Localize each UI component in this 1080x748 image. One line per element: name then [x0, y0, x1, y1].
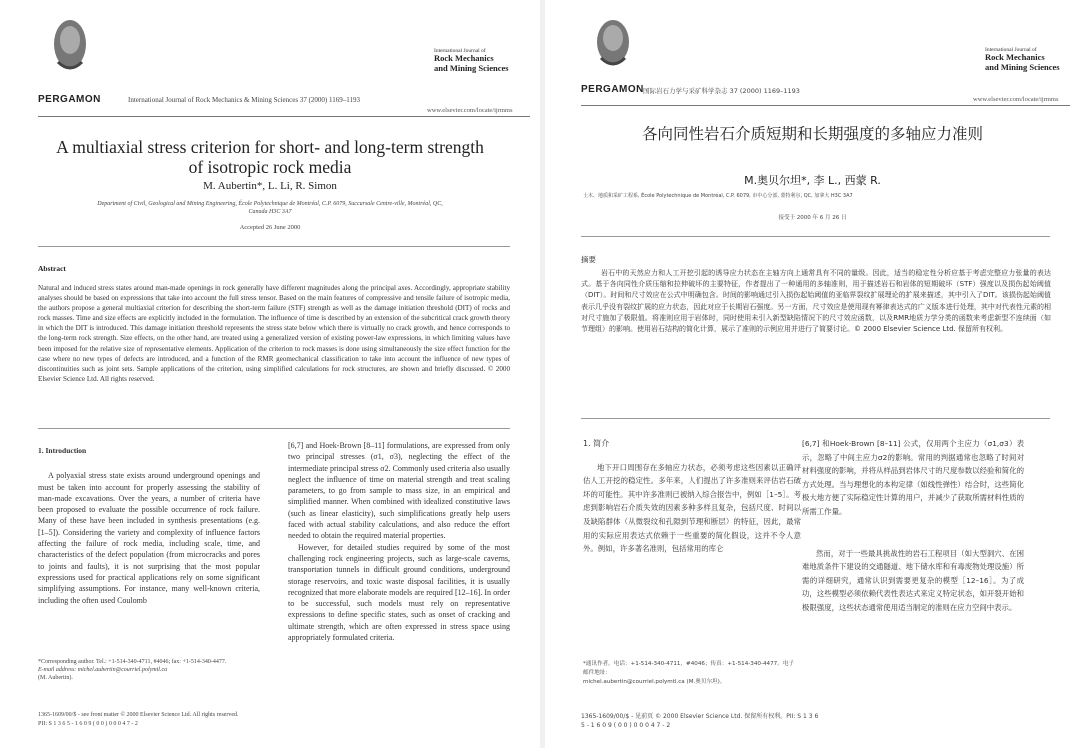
abstract-text: 岩石中的天然应力和人工开挖引起的诱导应力状态在主轴方向上通常具有不同的量级。因此，适当的稳定性分析应基于考虑完整应力张量的表达式。基于各向同性介质压缩和拉伸破坏的主要特征，作者提出了一种通用的多轴准则，用于描述岩石和岩体的短期破坏（STF）强度以及损伤起始阈值（DIT）。时间和尺寸效应在公式中明确包含。时间的影响通过引入损伤起始阈值的亚临界裂纹扩展理论的扩展来描述，其中引入了DIT。该损伤起始阈值表示几乎没有裂纹扩展的应力状态，因此对应于长期岩石强度。另一方面，尺寸效应是使用现有幂律表达式的广义版本进行处理，其中对代表性元素的相对尺寸施加了极限值。将准则应用于岩体时，同时使用未引入新型缺陷情况下的尺寸效应函数，以及RMR地质力学分类的函数来考虑新型不连续面（如节理组）的影响。使用岩石结构的简化计算，展示了准则的示例应用并进行了简要讨论。© 2000 Elsevier Science Ltd. 保留所有权利。	[581, 269, 1051, 334]
pergamon-logo-icon	[48, 14, 92, 76]
footnote-name: (M. Aubertin).	[38, 675, 73, 681]
abstract-heading: 摘要	[581, 255, 596, 264]
intro-paragraph-3: However, for detailed studies required by some of the most challenging rock engineering projects, such as large-scale caverns, transportation tunnels in difficult ground conditions, underground storage reservoirs, and toxic waste disposal facilities, it is usually recognized that more elaborate models are required [12–16]. In order to be successful, such models must rely on representative expressions to define specific states, such as onset of cracking and ultimate strength, which are often expressed in stress space using appropriately formulated criteria.	[288, 542, 510, 643]
pii-line: PII: S 1 3 6 5 - 1 6 0 9 ( 0 0 ) 0 0 0 4 7 - 2	[38, 721, 138, 727]
accepted-date: 接受于 2000 年 6 月 26 日	[778, 215, 847, 221]
paper-title: 各向同性岩石介质短期和长期强度的多轴应力准则	[641, 125, 983, 143]
journal-block	[434, 48, 534, 74]
column-1	[583, 437, 801, 556]
journal-name-line2: and Mining Sciences	[985, 62, 1060, 73]
footnote-corresponding: *Corresponding author. Tel.: +1-514-340-4711, #4046; fax: +1-514-340-4477.	[38, 659, 227, 665]
accepted-date: Accepted 26 June 2000	[239, 224, 301, 231]
column-2	[802, 437, 1024, 615]
footnote	[38, 658, 263, 682]
intro-paragraph-1: 地下开口周围存在多轴应力状态，必须考虑这些因素以正确评估人工开挖的稳定性。多年来，人们提出了许多准则来评估岩石破坏的可能性。其中许多准则已被纳入综合报告中，例如［1–5］。考虑到影响岩石介质失效的因素多种多样且复杂，包括尺度、时间以及缺陷群体（从微裂纹和孔隙到节理和断层）的特征，因此，最常用的实际应用表达式依赖于一些重要的简化假设，这并不令人意外。例如，许多著名准则，包括常用的库仑	[583, 462, 801, 554]
column-1	[38, 445, 260, 606]
intro-heading: 1. Introduction	[38, 446, 87, 455]
journal-prefix: International Journal of	[985, 47, 1037, 53]
journal-url: www.elsevier.com/locate/ijrmms	[973, 96, 1059, 103]
column-2	[288, 440, 510, 643]
header-divider	[38, 116, 530, 117]
journal-name-line1: Rock Mechanics	[434, 53, 494, 64]
journal-citation: International Journal of Rock Mechanics & Mining Sciences 37 (2000) 1169–1193	[128, 96, 360, 104]
footnote-email: E-mail address: michel.aubertin@courriel.polymtl.ca	[38, 667, 168, 673]
journal-prefix: International Journal of	[434, 48, 486, 54]
header-divider	[581, 105, 1070, 106]
intro-paragraph-2: [6,7] 和Hoek-Brown [8–11] 公式，仅用两个主应力（σ1,σ3）表示，忽略了中间主应力σ2的影响。常用的判据通常也忽略了时间对材料强度的影响，并将从样品到岩体尺寸的尺度参数以经验和简化的方式处理。当与理想化的本构定律（如线性弹性）结合时，这些简化极大地方便了实际稳定性计算的用户，并减少了获取所需材料性质的所需工作量。	[802, 439, 1024, 516]
abstract-heading: Abstract	[38, 264, 66, 273]
publisher-name: PERGAMON	[581, 84, 644, 95]
footnote	[583, 660, 798, 687]
intro-heading: 1. 简介	[583, 439, 610, 448]
journal-name-line2: and Mining Sciences	[434, 63, 509, 74]
journal-block	[985, 47, 1080, 73]
abstract-top-divider	[581, 236, 1050, 237]
paper-title-line2: of isotropic rock media	[188, 157, 352, 177]
copyright-footer	[38, 711, 239, 729]
journal-citation: 国际岩石力学与采矿科学杂志 37 (2000) 1169–1193	[643, 87, 800, 95]
abstract-top-divider	[38, 246, 510, 247]
footnote-corresponding: *通讯作者。电话：+1-514-340-4711，#4046；传真：+1-514-340-4477。电子邮件地址：	[583, 661, 795, 676]
authors: M. Aubertin*, L. Li, R. Simon	[203, 180, 337, 192]
pii-line: 5 - 1 6 0 9 ( 0 0 ) 0 0 0 4 7 - 2	[581, 722, 671, 729]
affiliation: Department of Civil, Geological and Mining Engineering, École Polytechnique de Montréal, C.P. 6079, Succursale Centre-ville, Montréal, QC, Canada H3C 3A7	[97, 201, 443, 215]
authors: M.奥贝尔坦*, 李 L., 西蒙 R.	[744, 174, 881, 187]
paper-title-line1: A multiaxial stress criterion for short- and long-term strength	[56, 137, 484, 157]
publisher-name: PERGAMON	[38, 94, 101, 105]
affiliation: 土木、地质和采矿工程系, École Polytechnique de Montréal, C.P. 6079, 市中心分部, 蒙特利尔, QC, 加拿大 H3C 3A7	[583, 193, 853, 199]
pergamon-logo-icon	[591, 14, 635, 76]
chinese-page	[545, 0, 1080, 748]
intro-paragraph-2: [6,7] and Hoek-Brown [8–11] formulations, are expressed from only two principal stresses (σ1, σ3), neglecting the effect of the intermediate principal stress σ2. Commonly used criteria also usually neglect the influence of time on material strength and treat scaling parameters, to go from sample to mass size, in an empirical and simplified manner. When combined with idealized constitutive laws (such as linear elasticity), such simplifications greatly help users faced with actual stability calculations, and also reduce the effort needed to obtain the required material properties.	[288, 441, 510, 541]
journal-url: www.elsevier.com/locate/ijrmms	[427, 107, 513, 114]
abstract-bottom-divider	[38, 428, 510, 429]
paper-title	[0, 137, 540, 177]
copyright-line: 1365-1609/00/$ - 见前页 © 2000 Elsevier Science Ltd. 保留所有权利。PII: S 1 3 6	[581, 713, 819, 720]
footnote-email: michel.aubertin@courriel.polymtl.ca (M.奥贝尔坦)。	[583, 679, 726, 685]
journal-name-line1: Rock Mechanics	[985, 52, 1045, 63]
intro-paragraph-1: A polyaxial stress state exists around underground openings and must be taken into account for properly assessing the stability of man-made excavations. Over the years, a number of criteria have been proposed to evaluate the possible occurrence of rock failure. Many of these have been included in synthesis presentations (e.g. [1–5]). Considering the variety and complexity of influence factors affecting the failure of rock media, including scale, time, and characteristics of the defect population (from microcracks and pores to joints and faults), it is not surprising that the most popular expressions used for practical applications rely on some significant simplifying assumptions. For instance, many well-known criteria, including the often used Coulomb	[38, 471, 260, 605]
abstract-text: Natural and induced stress states around man-made openings in rock generally have different magnitudes along the principal axes. Accordingly, appropriate stability analyses should be based on expressions that take into account the full stress tensor. Based on the main features of compressive and tensile failure of isotropic media, the authors propose a general multiaxial criterion for describing the short-term failure (STF) strength as well as the damage initiation threshold (DIT) of rocks and rock masses. Time and size effects are explicitly included in the formulation. The influence of time is described by an extension of the subcritical crack growth theory in which the DIT is introduced. This damage initiation threshold represents the stress state below which there is virtually no crack growth, and hence corresponds to the long-term rock strength. Size effects, on the other hand, are treated using a generalized version of existing power-law expressions, in which limiting values have been imposed for the relative size of representative elements. Application of the criterion to rock masses is done using simultaneously the size effect function for the case where no new types of defects are introduced, and a function of the RMR geomechanical classification to take into account the influence of new types of discontinuities such as joint sets. Sample applications of the criterion, using simplified calculations for rock structures, are shown and briefly discussed. © 2000 Elsevier Science Ltd. All rights reserved.	[38, 284, 510, 383]
intro-paragraph-3: 然而，对于一些最具挑战性的岩石工程项目（如大型洞穴、在困难地质条件下建设的交通隧道、地下储水库和有毒废物处理设施）所需的详细研究，通常认识到需要更复杂的模型［12–16］。为了成功，这些模型必须依赖代表性表达式来定义特定状态，如开裂开始和极限强度，这些状态通常使用适当制定的准则在应力空间中表示。	[802, 548, 1024, 612]
copyright-footer	[581, 712, 818, 730]
copyright-line: 1365-1609/00/$ - see front matter © 2000 Elsevier Science Ltd. All rights reserved.	[38, 712, 239, 718]
abstract-bottom-divider	[581, 418, 1050, 419]
